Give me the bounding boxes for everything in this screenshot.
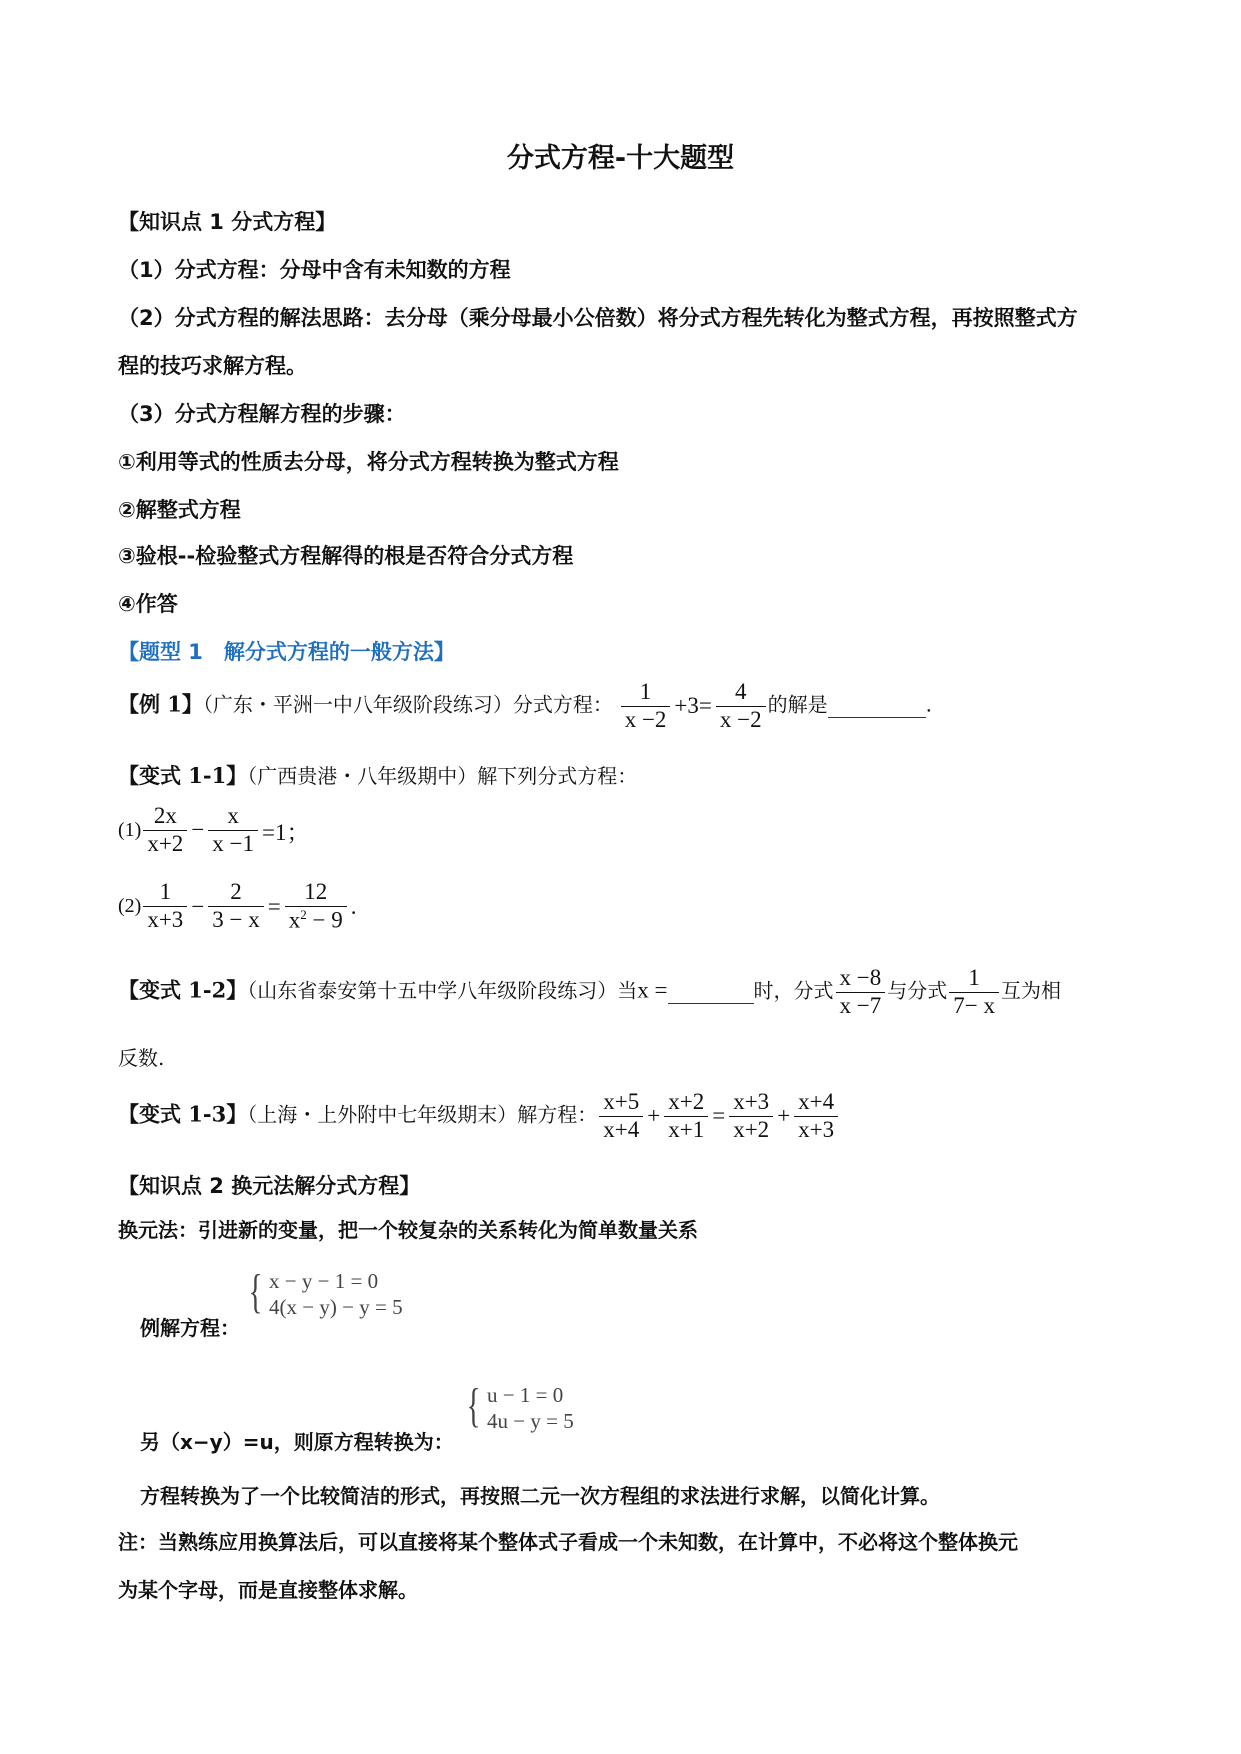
variant-1-3: 【变式 1-3】（上海・上外附中七年级期末）解方程： $\frac{x+5}{x+4}$ + $\frac{x+2}{x+1}$ = $\frac{x+3}{x+2}$ + $\frac{x+4}{x+3}$ [118, 1090, 840, 1143]
step-4: ④作答 [118, 592, 178, 616]
fraction: $\frac{1}{x -2}$ [621, 680, 671, 733]
step-2: ②解整式方程 [118, 498, 241, 522]
page-title: 分式方程-十大题型 [506, 143, 735, 174]
fraction: $\frac{x+2}{x+1}$ [664, 1090, 708, 1143]
fraction: $\frac{12}{x^2 - 9}$ [285, 880, 347, 933]
kp1-point-2-line1: （2）分式方程的解法思路：去分母（乘分母最小公倍数）将分式方程先转化为整式方程，再按照整式方 [118, 306, 1078, 330]
fraction: $\frac{1}{7- x}$ [949, 966, 999, 1019]
fraction: $\frac{x}{x -1}$ [208, 804, 258, 857]
variant-1-1-problem-1: (1) $\frac{2x}{x+2}$ − $\frac{x}{x -1}$ =1； [118, 803, 310, 856]
equation-system-original: { x − y − 1 = 0 4(x − y) − y = 5 [248, 1265, 403, 1320]
answer-blank [668, 981, 754, 1004]
substitution-label: 另（x−y）=u，则原方程转换为： [140, 1430, 454, 1454]
answer-blank [828, 695, 926, 718]
variant-1-2: 【变式 1-2】（山东省泰安第十五中学八年级阶段练习）当x = 时，分式 $\frac{x -8}{x -7}$ 与分式 $\frac{1}{7- x}$ 互为相 [118, 965, 1061, 1018]
substitution-definition: 换元法：引进新的变量，把一个较复杂的关系转化为简单数量关系 [118, 1218, 698, 1242]
fraction: $\frac{x+5}{x+4}$ [599, 1090, 643, 1143]
fraction: $\frac{4}{x -2}$ [716, 680, 766, 733]
step-3: ③验根--检验整式方程解得的根是否符合分式方程 [118, 544, 574, 568]
example-1-label: 【例 1】 [118, 691, 203, 717]
section-heading-kp1: 【知识点 1 分式方程】 [118, 210, 337, 234]
example-1-source: （广东・平洲一中八年级阶段练习）分式方程： [202, 692, 613, 717]
kp1-point-1: （1）分式方程：分母中含有未知数的方程 [118, 258, 511, 282]
substitution-explanation: 方程转换为了一个比较简洁的形式，再按照二元一次方程组的求法进行求解，以简化计算。 [140, 1484, 940, 1508]
note-line-1: 注：当熟练应用换算法后，可以直接将某个整体式子看成一个未知数，在计算中，不必将这个整体换元 [118, 1530, 1018, 1554]
fraction: $\frac{2x}{x+2}$ [143, 804, 187, 857]
kp1-point-3: （3）分式方程解方程的步骤： [118, 402, 406, 426]
fraction: $\frac{x+4}{x+3}$ [794, 1090, 838, 1143]
variant-1-1-heading: 【变式 1-1】（广西贵港・八年级期中）解下列分式方程： [118, 763, 638, 788]
example-solve-label: 例解方程： [140, 1316, 240, 1340]
section-heading-kp2: 【知识点 2 换元法解分式方程】 [118, 1174, 421, 1198]
fraction: $\frac{1}{x+3}$ [143, 880, 187, 933]
variant-1-1-problem-2: (2) $\frac{1}{x+3}$ − $\frac{2}{3 - x}$ = $\frac{12}{x^2 - 9}$ . [118, 879, 357, 933]
variant-1-2-continuation: 反数. [118, 1046, 165, 1070]
variant-1-1-label: 【变式 1-1】 [118, 763, 248, 788]
fraction: $\frac{x -8}{x -7}$ [836, 966, 886, 1019]
question-type-1-heading: 【题型 1 解分式方程的一般方法】 [118, 640, 455, 664]
kp1-point-2-line2: 程的技巧求解方程。 [118, 354, 307, 378]
variant-1-3-label: 【变式 1-3】 [118, 1101, 248, 1127]
fraction: $\frac{x+3}{x+2}$ [729, 1090, 773, 1143]
fraction: $\frac{2}{3 - x}$ [208, 880, 263, 933]
variant-1-2-label: 【变式 1-2】 [118, 977, 248, 1003]
note-line-2: 为某个字母，而是直接整体求解。 [118, 1578, 418, 1602]
step-1: ①利用等式的性质去分母，将分式方程转换为整式方程 [118, 450, 619, 474]
equation-system-substituted: { u − 1 = 0 4u − y = 5 [466, 1379, 574, 1434]
example-1: 【例 1】（广东・平洲一中八年级阶段练习）分式方程： $\frac{1}{x -2}$ +3= $\frac{4}{x -2}$ 的解是 . [118, 679, 932, 732]
